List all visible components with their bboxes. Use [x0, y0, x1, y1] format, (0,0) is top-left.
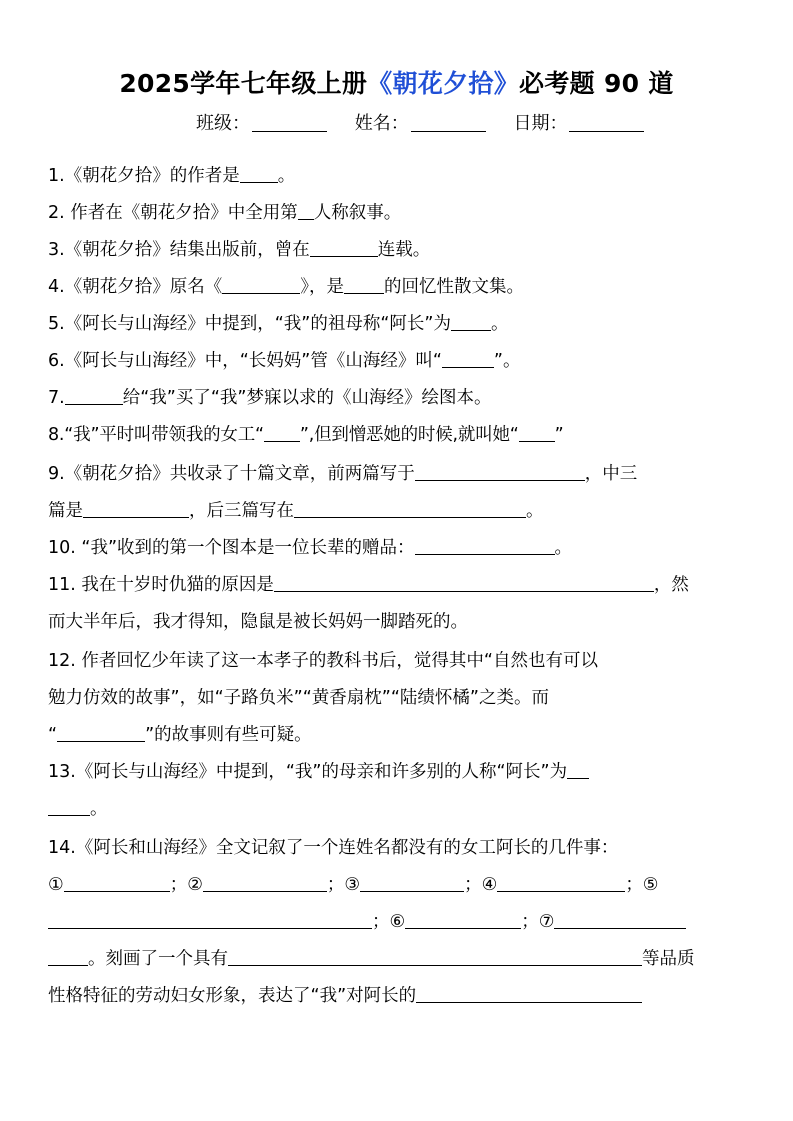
- answer-blank[interactable]: [48, 911, 372, 929]
- title-book-name: 《朝花夕拾》: [367, 69, 520, 98]
- question-6: [48, 343, 748, 380]
- question-text: ，然: [653, 575, 689, 595]
- question-11-line-2: [48, 604, 748, 641]
- class-field: [196, 112, 327, 136]
- answer-blank[interactable]: [294, 500, 526, 518]
- question-text: 2. 作者在《朝花夕拾》中全用第: [48, 203, 298, 223]
- question-text: 6.《阿长与山海经》中，“长妈妈”管《山海经》叫“: [48, 351, 442, 371]
- question-14-line-1: [48, 830, 748, 867]
- question-10: [48, 530, 748, 567]
- question-2: [48, 195, 748, 232]
- answer-blank[interactable]: [228, 948, 642, 966]
- question-text: ”,但到憎恶她的时候,就叫她“: [299, 425, 519, 445]
- title-suffix: 必考题 90 道: [519, 69, 674, 98]
- question-7: [48, 380, 748, 417]
- question-text: 7.: [48, 388, 65, 408]
- answer-blank[interactable]: [360, 874, 464, 892]
- question-14-line-5: [48, 978, 748, 1015]
- question-text: 》，是: [300, 277, 344, 297]
- answer-blank[interactable]: [64, 874, 170, 892]
- class-label: 班级：: [196, 113, 250, 134]
- question-5: [48, 306, 748, 343]
- question-text: 。刻画了一个具有: [88, 949, 228, 969]
- question-text: 4.《朝花夕拾》原名《: [48, 277, 223, 297]
- question-text: 的回忆性散文集。: [383, 277, 524, 297]
- question-12-line-1: [48, 643, 748, 680]
- answer-blank[interactable]: [497, 874, 625, 892]
- answer-blank[interactable]: [57, 724, 145, 742]
- question-14-line-3: [48, 904, 748, 941]
- name-label: 姓名：: [354, 113, 409, 134]
- question-text: 11. 我在十岁时仇猫的原因是: [48, 575, 274, 595]
- question-14-line-4: [48, 941, 748, 978]
- question-text: 。: [490, 314, 509, 334]
- question-14-line-2: [48, 867, 748, 904]
- question-text: 。: [277, 166, 296, 186]
- name-blank[interactable]: [411, 113, 486, 132]
- question-text: ，中三: [584, 464, 638, 484]
- answer-blank[interactable]: [298, 202, 314, 220]
- answer-blank[interactable]: [65, 387, 123, 405]
- question-text: 等品质: [642, 949, 695, 969]
- date-blank[interactable]: [569, 113, 644, 132]
- question-12-line-3: [48, 717, 748, 754]
- question-text: 3.《朝花夕拾》结集出版前，曾在: [48, 240, 310, 260]
- answer-blank[interactable]: [203, 874, 327, 892]
- question-text: 9.《朝花夕拾》共收录了十篇文章，前两篇写于: [48, 464, 415, 484]
- page-title: [0, 64, 793, 100]
- question-9-line-2: [48, 493, 748, 530]
- question-text: ”: [554, 425, 564, 445]
- question-8: [48, 417, 748, 454]
- question-text: 10. “我”收到的第一个图本是一位长辈的赠品：: [48, 538, 415, 558]
- question-text: 5.《阿长与山海经》中提到，“我”的祖母称“阿长”为: [48, 314, 451, 334]
- item-marker: ；④: [464, 875, 498, 895]
- answer-blank[interactable]: [274, 574, 654, 592]
- question-13-line-2: [48, 791, 748, 828]
- item-marker: ；⑤: [625, 875, 659, 895]
- question-text: 8.“我”平时叫带领我的女工“: [48, 425, 264, 445]
- question-13-line-1: [48, 754, 748, 791]
- question-text: “: [48, 725, 58, 745]
- answer-blank[interactable]: [222, 276, 300, 294]
- item-marker: ；⑦: [521, 912, 555, 932]
- question-1: [48, 158, 748, 195]
- question-text: 人称叙事。: [313, 203, 402, 223]
- question-text: 篇是: [48, 501, 83, 521]
- answer-blank[interactable]: [83, 500, 189, 518]
- answer-blank[interactable]: [48, 798, 90, 816]
- question-text: 性格特征的劳动妇女形象，表达了“我”对阿长的: [48, 986, 417, 1006]
- name-field: [355, 112, 486, 136]
- answer-blank[interactable]: [451, 313, 491, 331]
- question-text: 。: [526, 501, 544, 521]
- date-label: 日期：: [513, 113, 568, 134]
- item-marker: ；③: [326, 875, 361, 895]
- question-text: 13.《阿长与山海经》中提到，“我”的母亲和许多别的人称“阿长”为: [48, 762, 568, 782]
- question-12-line-2: [48, 680, 748, 717]
- student-info-row: [196, 112, 666, 136]
- question-text: 而大半年后，我才得知，隐鼠是被长妈妈一脚踏死的。: [48, 612, 468, 632]
- question-4: [48, 269, 748, 306]
- question-text: 勉力仿效的故事”，如“子路负米”“黄香扇枕”“陆绩怀橘”之类。而: [48, 688, 549, 708]
- answer-blank[interactable]: [48, 948, 88, 966]
- class-blank[interactable]: [252, 113, 327, 132]
- question-text: ”。: [493, 351, 521, 371]
- date-field: [513, 112, 644, 136]
- answer-blank[interactable]: [240, 165, 278, 183]
- question-text: 。: [90, 799, 108, 819]
- question-text: ”的故事则有些可疑。: [145, 725, 312, 745]
- item-marker: ；②: [169, 875, 203, 895]
- answer-blank[interactable]: [310, 239, 378, 257]
- title-prefix: 2025学年七年级上册: [119, 69, 368, 98]
- answer-blank[interactable]: [344, 276, 384, 294]
- question-text: 。: [554, 538, 573, 558]
- question-text: 给“我”买了“我”梦寐以求的《山海经》绘图本。: [122, 388, 492, 408]
- question-9-line-1: [48, 456, 748, 493]
- question-text: 12. 作者回忆少年读了这一本孝子的教科书后，觉得其中“自然也有可以: [48, 651, 598, 671]
- answer-blank[interactable]: [415, 537, 555, 555]
- answer-blank[interactable]: [264, 424, 300, 442]
- answer-blank[interactable]: [416, 985, 642, 1003]
- answer-blank[interactable]: [519, 424, 555, 442]
- answer-blank[interactable]: [405, 911, 521, 929]
- answer-blank[interactable]: [415, 463, 585, 481]
- answer-blank[interactable]: [567, 761, 589, 779]
- item-marker: ；⑥: [372, 912, 406, 932]
- answer-blank[interactable]: [442, 350, 494, 368]
- question-text: 连载。: [377, 240, 431, 260]
- question-text: 14.《阿长和山海经》全文记叙了一个连姓名都没有的女工阿长的几件事：: [48, 838, 619, 858]
- item-marker: ①: [48, 875, 64, 895]
- answer-blank[interactable]: [554, 911, 686, 929]
- question-text: ，后三篇写在: [189, 501, 294, 521]
- question-text: 1.《朝花夕拾》的作者是: [48, 166, 240, 186]
- question-11-line-1: [48, 567, 748, 604]
- question-3: [48, 232, 748, 269]
